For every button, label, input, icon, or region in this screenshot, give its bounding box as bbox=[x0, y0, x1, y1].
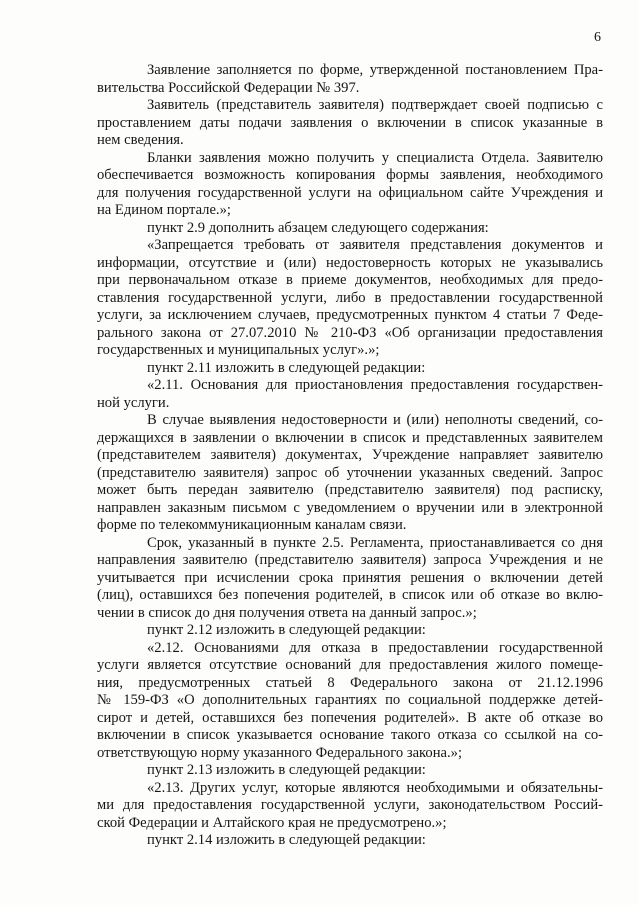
text-line: форме по телекоммуникационным каналам связи. bbox=[97, 517, 407, 533]
text-line: направления заявителю (представителю заявителя) запроса Учреждения и не bbox=[97, 552, 603, 568]
text-line: включении в список указывается основание такого отказа со ссылкой на со- bbox=[97, 727, 603, 743]
text-line: при первоначальном отказе в приеме документов, необходимых для предо- bbox=[97, 272, 603, 288]
paragraph bbox=[97, 97, 603, 150]
text-line: (представителем заявителя) документах, Учреждение направляет заявителю bbox=[97, 447, 603, 463]
text-line: держащихся в заявлении о включении в список и представленных заявителем bbox=[97, 429, 603, 446]
paragraph bbox=[97, 780, 603, 833]
text-line: пункт 2.14 изложить в следующей редакции: bbox=[147, 832, 426, 848]
paragraph bbox=[97, 150, 603, 220]
text-line: ной услуги. bbox=[97, 394, 170, 411]
text-line: обеспечивается возможность копирования формы заявления, необходимого bbox=[97, 167, 603, 183]
paragraph bbox=[97, 412, 603, 535]
paragraph bbox=[97, 377, 603, 412]
paragraph bbox=[97, 535, 603, 623]
text-line: может быть передан заявителю (представителю заявителя) под расписку, bbox=[97, 482, 603, 498]
text-line: пункт 2.12 изложить в следующей редакции: bbox=[147, 622, 426, 638]
text-line: Срок, указанный в пункте 2.5. Регламента, приостанавливается со дня bbox=[147, 534, 603, 551]
text-line: Бланки заявления можно получить у специалиста Отдела. Заявителю bbox=[147, 149, 603, 166]
text-line: Заявитель (представитель заявителя) подтверждает своей подписью с bbox=[147, 97, 603, 113]
text-line: пункт 2.13 изложить в следующей редакции: bbox=[147, 762, 426, 778]
paragraph bbox=[97, 622, 603, 640]
text-line: Заявление заполняется по форме, утвержденной постановлением Пра- bbox=[147, 62, 603, 78]
text-line: информации, отсутствие и (или) недостоверность которых не указывались bbox=[97, 254, 603, 271]
text-line: «Запрещается требовать от заявителя представления документов и bbox=[147, 237, 603, 253]
text-line: «2.11. Основания для приостановления предоставления государствен- bbox=[147, 377, 603, 393]
text-line: пункт 2.11 изложить в следующей редакции: bbox=[147, 359, 426, 376]
text-line: учитывается при исчислении срока принятия решения о включении детей bbox=[97, 569, 603, 586]
text-line: направлен заказным письмом с уведомлением о вручении или в электронной bbox=[97, 499, 603, 516]
page-number: 6 bbox=[594, 30, 601, 45]
text-line: нем сведения. bbox=[97, 132, 184, 148]
paragraph bbox=[97, 762, 603, 780]
text-line: проставлением даты подачи заявления о включении в список указанные в bbox=[97, 114, 603, 131]
text-line: ской Федерации и Алтайского края не предусмотрено.»; bbox=[97, 814, 447, 831]
text-line: (представителю заявителя) запрос об уточнении указанных сведений. Запрос bbox=[97, 464, 603, 481]
document-body bbox=[97, 62, 603, 850]
text-line: рального закона от 27.07.2010 № 210-ФЗ «Об организации предоставления bbox=[97, 324, 603, 341]
text-line: государственных и муниципальных услуг».»; bbox=[97, 342, 380, 358]
paragraph bbox=[97, 360, 603, 378]
text-line: ми для предоставления государственной услуги, законодательством Россий- bbox=[97, 797, 603, 813]
text-line: чении в список до дня получения ответа на данный запрос.»; bbox=[97, 604, 477, 621]
paragraph bbox=[97, 220, 603, 238]
paragraph bbox=[97, 62, 603, 97]
text-line: вительства Российской Федерации № 397. bbox=[97, 79, 360, 96]
text-line: ответствующую норму указанного Федерального закона.»; bbox=[97, 744, 462, 761]
text-line: «2.12. Основаниями для отказа в предоставлении государственной bbox=[147, 639, 603, 656]
text-line: на Едином портале.»; bbox=[97, 202, 231, 218]
paragraph bbox=[97, 640, 603, 763]
text-line: услуги является отсутствие оснований для предоставления жилого помеще- bbox=[97, 657, 603, 673]
text-line: пункт 2.9 дополнить абзацем следующего содержания: bbox=[147, 219, 489, 236]
text-line: № 159-ФЗ «О дополнительных гарантиях по социальной поддержке детей- bbox=[97, 692, 603, 708]
paragraph bbox=[97, 237, 603, 360]
text-line: ния, предусмотренных статьей 8 Федерального закона от 21.12.1996 bbox=[97, 674, 603, 691]
text-line: для получения государственной услуги на официальном сайте Учреждения и bbox=[97, 184, 603, 201]
text-line: В случае выявления недостоверности и (или) неполноты сведений, со- bbox=[147, 412, 603, 428]
text-line: услуги, за исключением случаев, предусмотренных пунктом 4 статьи 7 Феде- bbox=[97, 307, 603, 323]
paragraph bbox=[97, 832, 603, 850]
text-line: «2.13. Других услуг, которые являются необходимыми и обязательны- bbox=[147, 779, 603, 796]
text-line: ставления государственной услуги, либо в предоставлении государственной bbox=[97, 289, 603, 306]
text-line: (лиц), оставшихся без попечения родителей, в список или об отказе во вклю- bbox=[97, 587, 603, 603]
text-line: сирот и детей, оставшихся без попечения родителей». В акте об отказе во bbox=[97, 709, 603, 726]
